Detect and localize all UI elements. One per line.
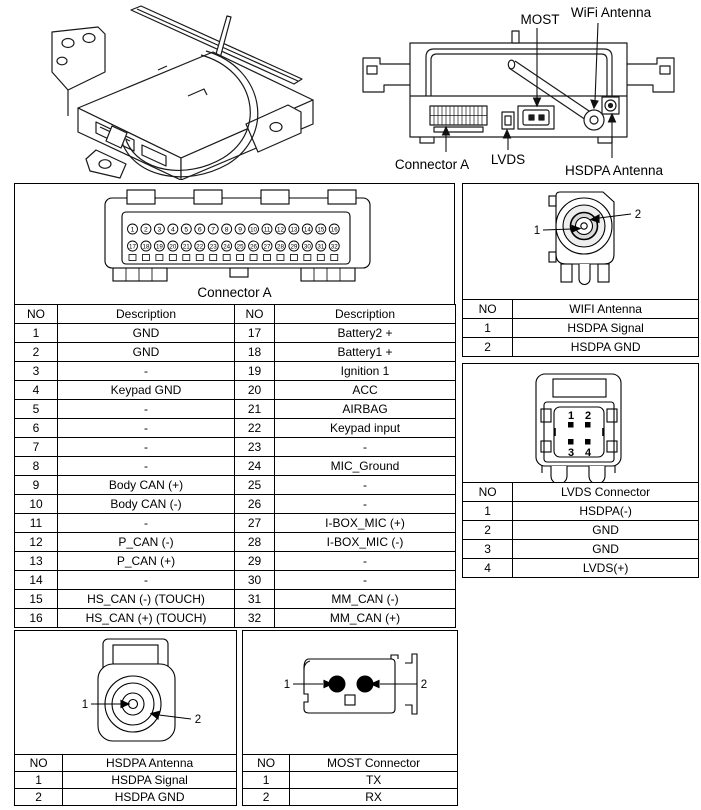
table-row [463, 521, 699, 540]
table-cell: - [275, 438, 456, 457]
column-header: HSDPA Antenna [63, 755, 237, 772]
pin-number: 32 [330, 243, 338, 251]
table-header-row [15, 305, 456, 324]
table-cell: - [275, 495, 456, 514]
pin-number: 13 [290, 226, 298, 234]
table-cell: - [58, 419, 235, 438]
table-cell: 25 [235, 476, 275, 495]
pin-number: 19 [155, 243, 163, 251]
table-cell: P_CAN (+) [58, 552, 235, 571]
connector-a-caption: Connector A [197, 285, 272, 300]
table-cell: 29 [235, 552, 275, 571]
pin-number: 22 [196, 243, 204, 251]
pin-number: 1 [130, 226, 135, 234]
lvds-pin1-number: 1 [567, 410, 575, 422]
lvds-connector-table [462, 482, 699, 578]
wifi-pin1-callout: 1 [533, 225, 541, 237]
table-cell: - [58, 514, 235, 533]
column-header: NO [243, 755, 290, 772]
table-header-row [15, 755, 237, 772]
column-header: NO [463, 300, 513, 319]
table-row [463, 540, 699, 559]
hsdpa-antenna-section [14, 630, 237, 806]
table-cell: GND [58, 324, 235, 343]
table-cell: - [58, 457, 235, 476]
index-notch [156, 255, 163, 261]
table-row [15, 789, 237, 806]
table-cell: 15 [15, 590, 58, 609]
table-cell: 9 [15, 476, 58, 495]
column-header: NO [15, 305, 58, 324]
most-pin1-callout: 1 [283, 679, 291, 691]
pin-number: 15 [317, 226, 325, 234]
table-cell: HSDPA GND [513, 338, 699, 357]
hsdpa-antenna-diagram [15, 631, 236, 752]
table-cell: 28 [235, 533, 275, 552]
most-connector-table [242, 754, 458, 806]
column-header: NO [463, 483, 513, 502]
table-cell: 7 [15, 438, 58, 457]
pin-number: 11 [263, 226, 271, 234]
connector-a-label: Connector A [394, 157, 470, 172]
pin-number: 14 [303, 226, 311, 234]
table-cell: 6 [15, 419, 58, 438]
index-notch [290, 255, 297, 261]
table-cell: HSDPA GND [63, 789, 237, 806]
table-row [15, 609, 456, 628]
column-header: MOST Connector [290, 755, 458, 772]
table-cell: 2 [463, 521, 513, 540]
wifi-antenna-table [462, 299, 699, 357]
table-row [15, 571, 456, 590]
table-cell: 19 [235, 362, 275, 381]
index-notch [169, 255, 176, 261]
table-cell: Ignition 1 [275, 362, 456, 381]
table-cell: AIRBAG [275, 400, 456, 419]
table-cell: GND [513, 521, 699, 540]
table-cell: GND [513, 540, 699, 559]
table-cell: 2 [15, 343, 58, 362]
table-cell: 27 [235, 514, 275, 533]
pin-number: 7 [211, 226, 216, 234]
pin-number: 25 [236, 243, 244, 251]
table-row [15, 772, 237, 789]
most-label: MOST [520, 12, 560, 27]
table-row [15, 362, 456, 381]
table-cell: LVDS(+) [513, 559, 699, 578]
rear-view-illustration [363, 31, 674, 143]
table-cell: 32 [235, 609, 275, 628]
table-cell: 4 [463, 559, 513, 578]
most-connector-diagram [243, 631, 457, 752]
table-cell: Battery2 + [275, 324, 456, 343]
lvds-pin4-number: 4 [584, 447, 592, 459]
hsdpa-antenna-table [14, 754, 237, 806]
table-cell: 10 [15, 495, 58, 514]
table-cell: 16 [15, 609, 58, 628]
table-cell: 2 [243, 789, 290, 806]
connector-a-pin-diagram [15, 184, 454, 284]
table-cell: Body CAN (+) [58, 476, 235, 495]
pin-number: 28 [277, 243, 284, 251]
table-row [15, 590, 456, 609]
table-cell: 3 [463, 540, 513, 559]
index-notch [277, 255, 284, 261]
table-cell: ACC [275, 381, 456, 400]
table-cell: TX [290, 772, 458, 789]
table-cell: 30 [235, 571, 275, 590]
pin-number: 21 [182, 243, 190, 251]
lvds-pin3-number: 3 [567, 447, 575, 459]
pin-number: 16 [330, 226, 338, 234]
table-cell: I-BOX_MIC (+) [275, 514, 456, 533]
index-notch [264, 255, 271, 261]
table-row [15, 324, 456, 343]
wifi-antenna-mount [584, 110, 604, 130]
table-cell: 1 [15, 324, 58, 343]
table-cell: HSDPA Signal [63, 772, 237, 789]
table-row [15, 476, 456, 495]
index-notch [331, 255, 338, 261]
head-unit-rear-view-figure [358, 0, 701, 180]
table-cell: 22 [235, 419, 275, 438]
most-connector-section [242, 630, 458, 806]
table-cell: 8 [15, 457, 58, 476]
table-cell: 24 [235, 457, 275, 476]
table-row [15, 438, 456, 457]
table-cell: GND [58, 343, 235, 362]
lvds-connector-section [462, 363, 699, 578]
table-cell: HS_CAN (-) (TOUCH) [58, 590, 235, 609]
table-row [15, 514, 456, 533]
table-row [243, 772, 458, 789]
pin-number: 3 [157, 226, 162, 234]
hsdpa-pin1-callout: 1 [81, 699, 89, 711]
wifi-pin2-callout: 2 [634, 209, 642, 221]
table-cell: 2 [15, 789, 63, 806]
table-row [463, 502, 699, 521]
index-notch [129, 255, 136, 261]
table-cell: Keypad GND [58, 381, 235, 400]
table-cell: - [58, 400, 235, 419]
table-cell: Battery1 + [275, 343, 456, 362]
pin-number: 18 [142, 243, 150, 251]
table-cell: 21 [235, 400, 275, 419]
table-cell: - [58, 362, 235, 381]
table-header-row [463, 300, 699, 319]
table-row [15, 400, 456, 419]
index-notch [142, 255, 149, 261]
table-cell: MM_CAN (+) [275, 609, 456, 628]
index-notch [196, 255, 203, 261]
index-notch [210, 255, 217, 261]
column-header: Description [275, 305, 456, 324]
pin-number: 27 [263, 243, 271, 251]
wifi-antenna-label: WiFi Antenna [570, 5, 652, 20]
lvds-connector-diagram [463, 364, 698, 487]
column-header: WIFI Antenna [513, 300, 699, 319]
table-cell: 2 [463, 338, 513, 357]
pin-number: 5 [184, 226, 189, 234]
table-cell: - [275, 571, 456, 590]
table-row [15, 457, 456, 476]
table-cell: 31 [235, 590, 275, 609]
table-cell: 1 [463, 502, 513, 521]
table-cell: 1 [463, 319, 513, 338]
pin-number: 8 [224, 226, 229, 234]
table-cell: HSDPA(-) [513, 502, 699, 521]
index-notch [317, 255, 324, 261]
table-row [463, 559, 699, 578]
table-cell: MM_CAN (-) [275, 590, 456, 609]
pin-number: 26 [250, 243, 257, 251]
table-cell: 4 [15, 381, 58, 400]
pin-number: 9 [238, 226, 242, 234]
pin-number: 23 [209, 243, 217, 251]
index-notch [223, 255, 230, 261]
pin-number: 12 [277, 226, 284, 234]
table-row [15, 552, 456, 571]
connector-a-section [14, 183, 455, 628]
table-cell: 1 [15, 772, 63, 789]
lvds-port [502, 112, 514, 129]
table-cell: 18 [235, 343, 275, 362]
pin-number: 31 [317, 243, 325, 251]
table-cell: MIC_Ground [275, 457, 456, 476]
table-cell: P_CAN (-) [58, 533, 235, 552]
table-header-row [243, 755, 458, 772]
table-cell: 1 [243, 772, 290, 789]
table-row [15, 343, 456, 362]
table-cell: - [58, 438, 235, 457]
pin-number: 24 [223, 243, 231, 251]
table-row [15, 533, 456, 552]
pin-number: 4 [170, 226, 175, 234]
head-unit-isometric-figure [8, 0, 358, 180]
pin-number: 6 [197, 226, 202, 234]
table-cell: Body CAN (-) [58, 495, 235, 514]
table-cell: 11 [15, 514, 58, 533]
table-cell: HSDPA Signal [513, 319, 699, 338]
table-cell: 12 [15, 533, 58, 552]
table-cell: 17 [235, 324, 275, 343]
index-notch [304, 255, 311, 261]
head-unit-illustration [52, 6, 313, 180]
table-cell: - [58, 571, 235, 590]
pin-number: 17 [129, 243, 136, 251]
index-notch [183, 255, 190, 261]
index-notch [250, 255, 257, 261]
table-cell: 3 [15, 362, 58, 381]
table-row [463, 319, 699, 338]
table-row [243, 789, 458, 806]
table-cell: 20 [235, 381, 275, 400]
pin-number: 29 [290, 243, 298, 251]
wifi-antenna-diagram [463, 184, 698, 299]
table-cell: - [275, 476, 456, 495]
table-cell: I-BOX_MIC (-) [275, 533, 456, 552]
hsdpa-antenna-label: HSDPA Antenna [564, 163, 664, 178]
pin-number: 10 [250, 226, 257, 234]
table-cell: RX [290, 789, 458, 806]
column-header: NO [235, 305, 275, 324]
index-notch [237, 255, 244, 261]
table-cell: 26 [235, 495, 275, 514]
lvds-pin2-number: 2 [584, 410, 592, 422]
table-row [463, 338, 699, 357]
table-row [15, 495, 456, 514]
pin-number: 30 [303, 243, 311, 251]
table-cell: 13 [15, 552, 58, 571]
table-cell: Keypad input [275, 419, 456, 438]
connector-a-pin-table [14, 304, 456, 628]
table-header-row [463, 483, 699, 502]
pin-number: 2 [144, 226, 148, 234]
pin-number: 20 [169, 243, 177, 251]
column-header: LVDS Connector [513, 483, 699, 502]
table-cell: - [275, 552, 456, 571]
table-cell: 5 [15, 400, 58, 419]
most-pin2-callout: 2 [420, 679, 428, 691]
hsdpa-pin2-callout: 2 [194, 714, 202, 726]
table-row [15, 419, 456, 438]
lvds-label: LVDS [490, 152, 526, 167]
table-cell: 14 [15, 571, 58, 590]
table-cell: 23 [235, 438, 275, 457]
table-row [15, 381, 456, 400]
column-header: NO [15, 755, 63, 772]
wifi-antenna-section [462, 183, 699, 357]
column-header: Description [58, 305, 235, 324]
table-cell: HS_CAN (+) (TOUCH) [58, 609, 235, 628]
